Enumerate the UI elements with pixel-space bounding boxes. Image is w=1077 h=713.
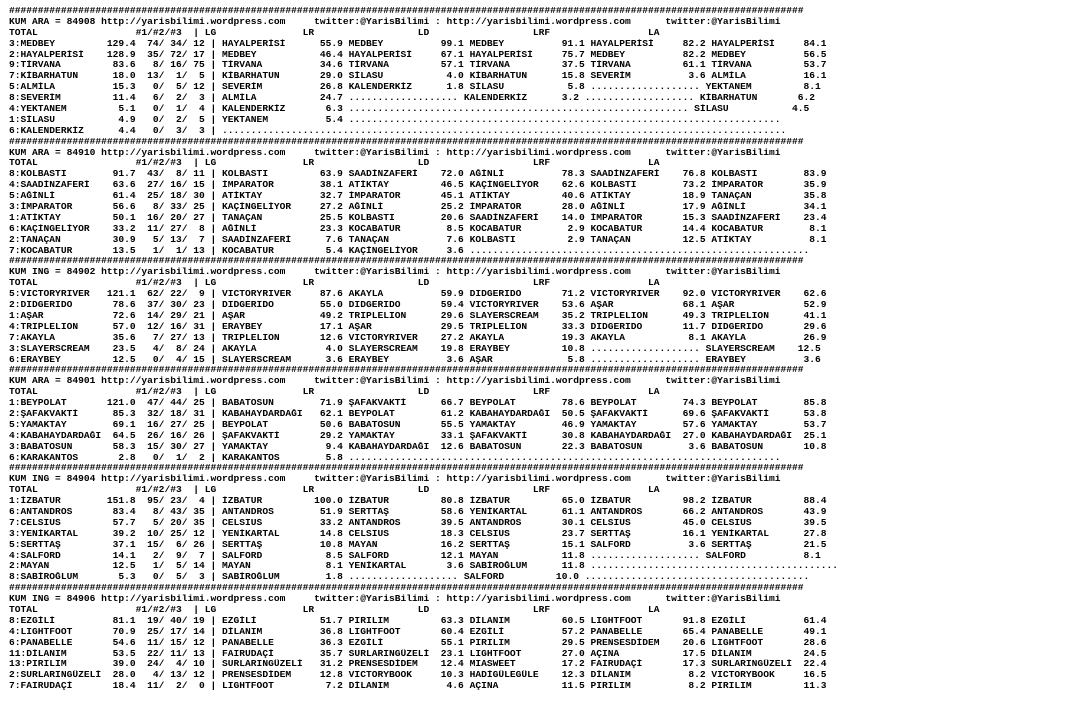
column-header-line: TOTAL #1/#2/#3 | LG LR LD LRF LA (9, 158, 660, 169)
column-header-line: TOTAL #1/#2/#3 | LG LR LD LRF LA (9, 604, 660, 615)
result-row: 8:SABİROĞLUM 5.3 0/ 5/ 3 | SABİROĞLUM 1.8 ................... SALFORD 10.0 ....................................... (9, 572, 810, 583)
result-row: 9:TİRVANA 83.6 8/ 16/ 75 | TİRVANA 34.6 TİRVANA 57.1 TİRVANA 37.5 TİRVANA 61.1 TİRVANA 53.7 (9, 60, 827, 71)
result-row: 4:YEKTANEM 5.1 0/ 1/ 4 | KALENDERKİZ 6.3 ........................................................... SİLASU 4.5 (9, 104, 810, 115)
race-header-line: KUM ING = 84904 http://yarisbilimi.wordpress.com twitter:@YarisBilimi : http://yarisbilimi.wordpress.com twitter:@YarisBilimi (9, 474, 781, 485)
separator-line: ########################################################################################################################################## (9, 136, 804, 147)
separator-line: ########################################################################################################################################## (9, 6, 804, 16)
result-row: 1:İZBATUR 151.8 95/ 23/ 4 | İZBATUR 100.0 İZBATUR 80.8 İZBATUR 65.0 İZBATUR 98.2 İZBATUR 88.4 (9, 496, 827, 507)
result-row: 2:DIDGERIDO 78.6 37/ 30/ 23 | DIDGERIDO 55.0 DIDGERIDO 59.4 VICTORYRIVER 53.6 AŞAR 68.1 AŞAR 52.9 (9, 300, 827, 311)
column-header-line: TOTAL #1/#2/#3 | LG LR LD LRF LA (9, 27, 660, 38)
race-header-line: KUM ING = 84906 http://yarisbilimi.wordpress.com twitter:@YarisBilimi : http://yarisbilimi.wordpress.com twitter:@YarisBilimi (9, 594, 781, 605)
result-row: 8:SEVERİM 11.4 6/ 2/ 3 | ALMİLA 24.7 ................... KALENDERKİZ 3.2 ................... KİBARHATUN 6.2 (9, 93, 816, 104)
result-row: 5:AĞİNLİ 61.4 25/ 18/ 30 | ATİKTAY 32.7 İMPARATOR 45.1 ATİKTAY 40.6 ATİKTAY 18.9 TANAÇAN 35.8 (9, 191, 827, 202)
result-row: 2:HAYALPERİSİ 128.9 35/ 72/ 17 | MEDBEY 46.4 HAYALPERİSİ 67.1 HAYALPERİSİ 75.7 MEDBEY 82.2 MEDBEY 56.5 (9, 49, 827, 60)
result-row: 6:ANTANDROS 83.4 8/ 43/ 35 | ANTANDROS 51.9 SERTTAŞ 58.6 YENİKARTAL 61.1 ANTANDROS 66.2 ANTANDROS 43.9 (9, 506, 827, 517)
result-row: 7:KOCABATUR 13.5 1/ 1/ 13 | KOCABATUR 5.4 KAÇİNGELİYOR 3.6 ........................................................... (9, 245, 810, 256)
separator-line: ########################################################################################################################################## (9, 256, 804, 267)
result-row: 3:BABATOSUN 58.3 15/ 30/ 27 | YAMAKTAY 9.4 KABAHAYDARDAĞI 12.6 BABATOSUN 22.3 BABATOSUN 3.6 BABATOSUN 10.8 (9, 441, 827, 452)
result-row: 6:PANABELLE 54.6 11/ 15/ 12 | PANABELLE 36.3 EZGİLİ 55.1 PIRILIM 29.5 PRENSESDİDEM 20.6 LIGHTFOOT 28.6 (9, 637, 827, 648)
result-row: 8:KOLBASTI 91.7 43/ 8/ 11 | KOLBASTI 63.9 SAADİNZAFERİ 72.0 AĞİNLİ 78.3 SAADİNZAFERİ 76.8 KOLBASTI 83.9 (9, 169, 827, 180)
result-row: 5:YAMAKTAY 69.1 16/ 27/ 25 | BEYPOLAT 50.6 BABATOSUN 55.5 YAMAKTAY 46.9 YAMAKTAY 57.6 YAMAKTAY 53.7 (9, 419, 827, 430)
result-row: 7:AKAYLA 35.6 7/ 27/ 13 | TRIPLELION 12.6 VICTORYRIVER 27.2 AKAYLA 19.3 AKAYLA 8.1 AKAYLA 26.9 (9, 332, 827, 343)
result-row: 4:LIGHTFOOT 70.9 25/ 17/ 14 | DİLANIM 36.8 LIGHTFOOT 60.4 EZGİLİ 57.2 PANABELLE 65.4 PANABELLE 49.1 (9, 626, 827, 637)
column-header-line: TOTAL #1/#2/#3 | LG LR LD LRF LA (9, 278, 660, 289)
result-row: 3:MEDBEY 129.4 74/ 34/ 12 | HAYALPERİSİ 55.9 MEDBEY 99.1 MEDBEY 91.1 HAYALPERİSİ 82.2 HAYALPERİSİ 84.1 (9, 38, 827, 49)
result-row: 4:TRIPLELION 57.0 12/ 16/ 31 | ERAYBEY 17.1 AŞAR 29.5 TRIPLELION 33.3 DIDGERIDO 11.7 DIDGERIDO 29.6 (9, 321, 827, 332)
result-row: 3:YENİKARTAL 39.2 10/ 25/ 12 | YENİKARTAL 14.8 CELSIUS 18.3 CELSIUS 23.7 SERTTAŞ 16.1 YENİKARTAL 27.8 (9, 528, 827, 539)
race-header-line: KUM ARA = 84908 http://yarisbilimi.wordpress.com twitter:@YarisBilimi : http://yarisbilimi.wordpress.com twitter:@YarisBilimi (9, 16, 781, 27)
result-row: 7:FAIRUDAÇİ 18.4 11/ 2/ 0 | LIGHTFOOT 7.2 DİLANIM 4.6 AÇINA 11.5 PIRILIM 8.2 PIRILIM 11.3 (9, 681, 827, 692)
result-row: 1:BEYPOLAT 121.0 47/ 44/ 25 | BABATOSUN 71.9 ŞAFAKVAKTİ 66.7 BEYPOLAT 78.6 BEYPOLAT 74.3 BEYPOLAT 85.8 (9, 398, 827, 409)
separator-line: ########################################################################################################################################## (9, 365, 804, 376)
result-row: 1:SİLASU 4.9 0/ 2/ 5 | YEKTANEM 5.4 ........................................................................... (9, 114, 781, 125)
race-header-line: KUM ARA = 84901 http://yarisbilimi.wordpress.com twitter:@YarisBilimi : http://yarisbilimi.wordpress.com twitter:@YarisBilimi (9, 376, 781, 387)
result-row: 1:ATİKTAY 50.1 16/ 20/ 27 | TANAÇAN 25.5 KOLBASTI 20.6 SAADİNZAFERİ 14.0 İMPARATOR 15.3 SAADİNZAFERİ 23.4 (9, 212, 827, 223)
column-header-line: TOTAL #1/#2/#3 | LG LR LD LRF LA (9, 387, 660, 398)
race-header-line: KUM ARA = 84910 http://yarisbilimi.wordpress.com twitter:@YarisBilimi : http://yarisbilimi.wordpress.com twitter:@YarisBilimi (9, 147, 781, 158)
result-row: 7:CELSIUS 57.7 5/ 20/ 35 | CELSIUS 33.2 ANTANDROS 39.5 ANTANDROS 30.1 CELSIUS 45.0 CELSIUS 39.5 (9, 517, 827, 528)
result-row: 5:ALMİLA 15.3 0/ 5/ 12 | SEVERİM 26.8 KALENDERKİZ 1.8 SİLASU 5.8 ................... YEKTANEM 8.1 (9, 82, 821, 93)
race-header-line: KUM ING = 84902 http://yarisbilimi.wordpress.com twitter:@YarisBilimi : http://yarisbilimi.wordpress.com twitter:@YarisBilimi (9, 267, 781, 278)
separator-line: ########################################################################################################################################## (9, 463, 804, 474)
result-row: 3:SLAYERSCREAM 23.5 4/ 8/ 24 | AKAYLA 4.0 SLAYERSCREAM 19.8 ERAYBEY 10.8 ................... SLAYERSCREAM 12.5 (9, 343, 821, 354)
result-row: 4:SALFORD 14.1 2/ 9/ 7 | SALFORD 8.5 SALFORD 12.1 MAYAN 11.8 ................... SALFORD 8.1 (9, 550, 821, 561)
result-row: 6:KAÇİNGELİYOR 33.2 11/ 27/ 8 | AĞİNLİ 23.3 KOCABATUR 8.5 KOCABATUR 2.9 KOCABATUR 14.4 KOCABATUR 8.1 (9, 223, 827, 234)
result-row: 6:ERAYBEY 12.5 0/ 4/ 15 | SLAYERSCREAM 3.6 ERAYBEY 3.6 AŞAR 5.8 ................... ERAYBEY 3.6 (9, 354, 821, 365)
result-row: 5:SERTTAŞ 37.1 15/ 6/ 26 | SERTTAŞ 10.8 MAYAN 16.2 SERTTAŞ 15.1 SALFORD 3.6 SERTTAŞ 21.5 (9, 539, 827, 550)
result-row: 8:EZGİLİ 81.1 19/ 40/ 19 | EZGİLİ 51.7 PIRILIM 63.3 DİLANIM 60.5 LIGHTFOOT 91.8 EZGİLİ 61.4 (9, 615, 827, 626)
result-row: 6:KARAKANTOS 2.8 0/ 1/ 2 | KARAKANTOS 5.8 ........................................................................... (9, 452, 781, 463)
separator-line: ########################################################################################################################################## (9, 583, 804, 594)
result-row: 2:ŞAFAKVAKTİ 85.3 32/ 18/ 31 | KABAHAYDARDAĞI 62.1 BEYPOLAT 61.2 KABAHAYDARDAĞI 50.5 ŞAFAKVAKTİ 69.6 ŞAFAKVAKTİ 53.8 (9, 408, 827, 419)
result-row: 4:KABAHAYDARDAĞI 64.5 26/ 16/ 26 | ŞAFAKVAKTİ 29.2 YAMAKTAY 33.1 ŞAFAKVAKTİ 30.8 KABAHAYDARDAĞI 27.0 KABAHAYDARDAĞI 25.1 (9, 430, 827, 441)
result-row: 11:DİLANIM 53.5 22/ 11/ 13 | FAIRUDAÇİ 35.7 SURLARINGÜZELİ 23.1 LIGHTFOOT 27.0 AÇINA 17.5 DİLANIM 24.5 (9, 648, 827, 659)
result-row: 2:MAYAN 12.5 1/ 5/ 14 | MAYAN 8.1 YENİKARTAL 3.6 SABİROĞLUM 11.8 ........................................... (9, 561, 839, 572)
result-row: 2:TANAÇAN 30.9 5/ 13/ 7 | SAADİNZAFERİ 7.6 TANAÇAN 7.6 KOLBASTI 2.9 TANAÇAN 12.5 ATİKTAY 8.1 (9, 234, 827, 245)
result-row: 7:KİBARHATUN 18.0 13/ 1/ 5 | KİBARHATUN 29.0 SİLASU 4.0 KİBARHATUN 15.8 SEVERİM 3.6 ALMİLA 16.1 (9, 71, 827, 82)
column-header-line: TOTAL #1/#2/#3 | LG LR LD LRF LA (9, 485, 660, 496)
result-row: 3:İMPARATOR 56.6 8/ 33/ 25 | KAÇİNGELİYOR 27.2 AĞİNLİ 25.2 İMPARATOR 28.0 AĞİNLİ 17.9 AĞİNLİ 34.1 (9, 202, 827, 213)
result-row: 6:KALENDERKİZ 4.4 0/ 3/ 3 | .................................................................................................. (9, 125, 787, 136)
result-row: 1:AŞAR 72.6 14/ 29/ 21 | AŞAR 49.2 TRIPLELION 29.6 SLAYERSCREAM 35.2 TRIPLELION 49.3 TRIPLELION 41.1 (9, 310, 827, 321)
result-row: 13:PIRILIM 39.0 24/ 4/ 10 | SURLARINGÜZELİ 31.2 PRENSESDİDEM 12.4 MIASWEET 17.2 FAIRUDAÇİ 17.3 SURLARINGÜZELİ 22.4 (9, 659, 827, 670)
result-row: 4:SAADİNZAFERİ 63.6 27/ 16/ 15 | İMPARATOR 38.1 ATİKTAY 46.5 KAÇİNGELİYOR 62.6 KOLBASTI 73.2 İMPARATOR 35.9 (9, 180, 827, 191)
result-row: 5:VICTORYRIVER 121.1 62/ 22/ 9 | VICTORYRIVER 87.6 AKAYLA 59.9 DIDGERIDO 71.2 VICTORYRIVER 92.0 VICTORYRIVER 62.6 (9, 289, 827, 300)
result-row: 2:SURLARINGÜZELİ 28.0 4/ 13/ 12 | PRENSESDİDEM 12.8 VICTORYBOOK 10.3 HADİGÜLEGÜLE 12.3 DİLANIM 8.2 VICTORYBOOK 16.5 (9, 670, 827, 681)
